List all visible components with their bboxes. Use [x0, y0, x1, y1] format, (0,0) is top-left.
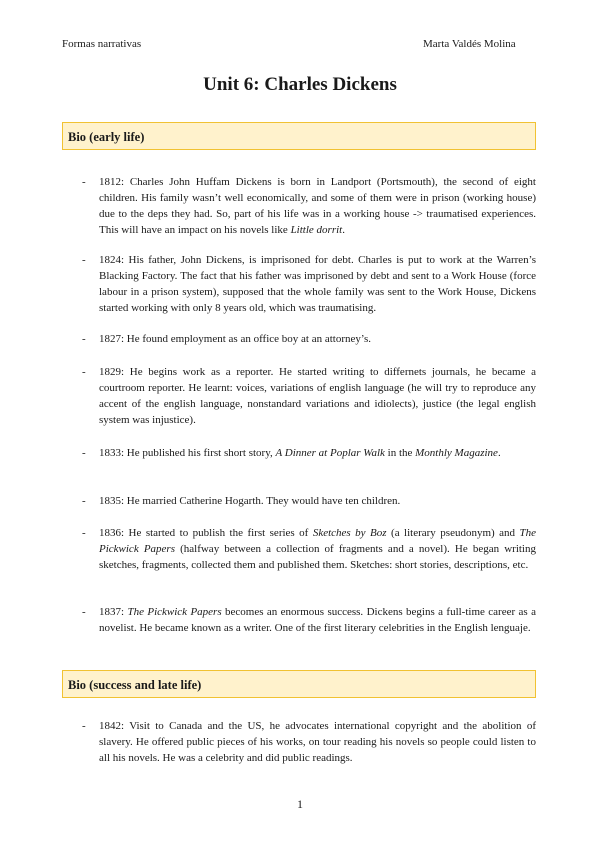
list-bullet: -: [82, 366, 86, 378]
list-bullet: -: [82, 447, 86, 459]
section-heading-late-life: Bio (success and late life): [62, 670, 536, 698]
italic-title: Monthly Magazine: [415, 447, 498, 459]
text-run: .: [342, 224, 345, 236]
text-run: 1833: He published his first short story,: [99, 447, 276, 459]
text-run: 1836: He started to publish the first series of: [99, 527, 313, 539]
list-bullet: -: [82, 606, 86, 618]
text-run: 1835: He married Catherine Hogarth. They would have ten children.: [99, 495, 401, 507]
list-bullet: -: [82, 254, 86, 266]
text-run: 1812: Charles John Huffam Dickens is born in Landport (Portsmouth), the second of eight children. His family wasn’t well economically, and some of them were in prison (working house) due to the deps they had. So, part of his life was in a working house -> traumatised experiences. This will have an impact on his novels like: [99, 176, 536, 236]
list-item: [62, 493, 536, 509]
list-bullet: -: [82, 495, 86, 507]
italic-title: The Pickwick Papers: [99, 527, 537, 555]
list-item: [62, 364, 536, 428]
italic-title: The Pickwick Papers: [127, 606, 222, 618]
list-item-text: [99, 525, 536, 573]
italic-title: Sketches by Boz: [312, 527, 387, 539]
list-item-text: [99, 174, 536, 238]
list-item: [62, 525, 536, 573]
header-author: Marta Valdés Molina: [423, 38, 516, 50]
text-run: 1837:: [99, 606, 128, 618]
list-bullet: -: [82, 176, 86, 188]
header-course: Formas narrativas: [62, 38, 142, 50]
list-item-text: [99, 604, 536, 636]
list-item: [62, 718, 536, 766]
text-run: .: [497, 447, 501, 459]
text-run: (a literary pseudonym) and: [386, 527, 520, 539]
text-run: 1829: He begins work as a reporter. He started writing to differnets journals, he became a courtroom reporter. He learnt: voices, variations of english language (he will try to reproduce any accent of the english language, nonstandard variations and idiolects), justice (the legal english system was injustice).: [99, 366, 536, 426]
text-run: 1827: He found employment as an office boy at an attorney’s.: [99, 333, 371, 345]
list-item-text: [99, 718, 536, 766]
list-bullet: -: [82, 720, 86, 732]
italic-title: A Dinner at Poplar Walk: [275, 447, 385, 459]
list-item: [62, 252, 536, 316]
list-item: [62, 331, 536, 347]
list-bullet: -: [82, 333, 86, 345]
section-heading-early-life: Bio (early life): [62, 122, 536, 150]
list-item: [62, 604, 536, 636]
italic-title: Little dorrit: [290, 224, 343, 236]
list-item-text: [99, 493, 536, 509]
text-run: in the: [384, 447, 416, 459]
list-item-text: [99, 445, 536, 461]
list-item: [62, 445, 536, 461]
page-number: 1: [297, 797, 303, 811]
list-item-text: [99, 252, 536, 316]
list-bullet: -: [82, 527, 86, 539]
text-run: 1842: Visit to Canada and the US, he advocates international copyright and the abolition of slavery. He offered public pieces of his works, on tour reading his novels so people could listen to all his novels. He was a celebrity and did public readings.: [99, 720, 536, 764]
text-run: 1824: His father, John Dickens, is imprisoned for debt. Charles is put to work at the Warren’s Blacking Factory. The fact that his father was imprisoned by debt and sent to a Work House (force labour in a prison system), supposed that the whole family was sent to the Work House, Dickens started working with only 8 years old, which was traumatising.: [99, 254, 536, 314]
page-title: Unit 6: Charles Dickens: [203, 74, 397, 95]
list-item: [62, 174, 536, 238]
list-item-text: [99, 364, 536, 428]
text-run: (halfway between a collection of fragments and a novel). He began writing sketches, fragments, collected them and published them. Sketches: short stories, descriptions, etc.: [99, 543, 536, 571]
text-run: becomes an enormous success. Dickens begins a full-time career as a novelist. He became known as a writer. One of the first literary celebrities in the English lenguaje.: [99, 606, 536, 634]
list-item-text: [99, 331, 536, 347]
